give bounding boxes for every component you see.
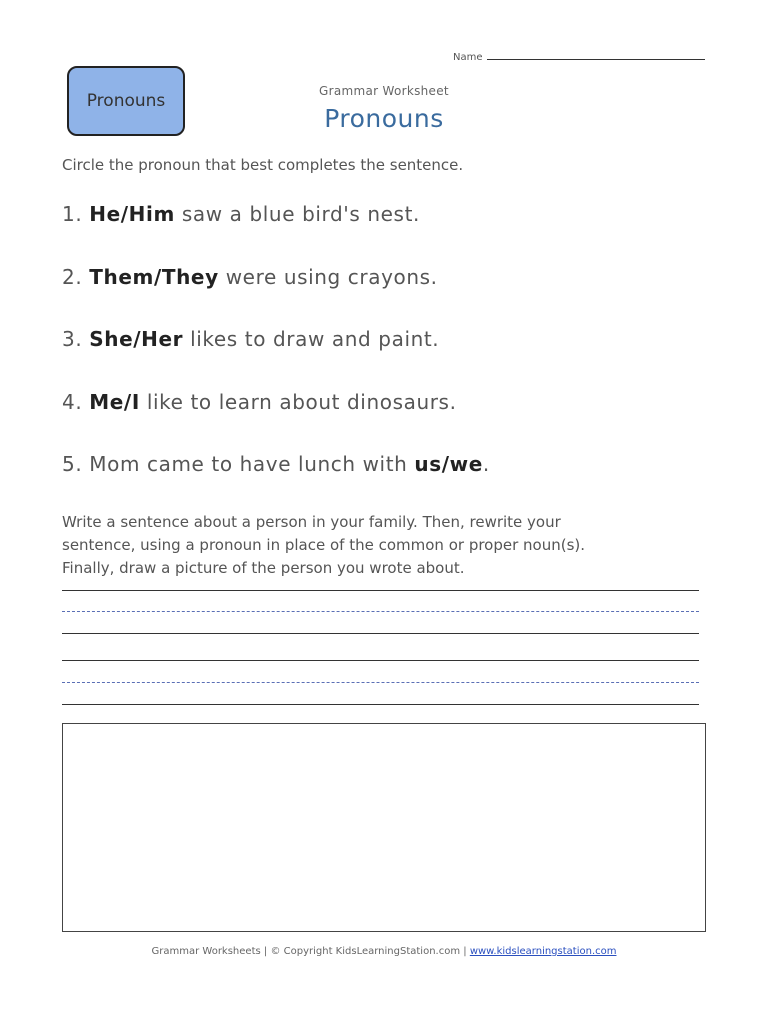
footer [0,946,768,957]
writing-line-mid [62,611,699,612]
writing-line-base[interactable] [62,704,699,705]
writing-line-base[interactable] [62,633,699,634]
question-text: like to learn about dinosaurs. [139,390,457,414]
question-text: were using crayons. [218,265,438,289]
question-number: 5. [62,452,83,476]
pronoun-choice[interactable]: us/we [414,452,483,476]
question-text: . [482,452,490,476]
pronoun-choice[interactable]: Me/I [89,390,140,414]
question-1 [62,202,420,226]
pronoun-choice[interactable]: She/Her [89,327,184,351]
pronoun-choice[interactable]: He/Him [89,202,175,226]
writing-line-top[interactable] [62,590,699,591]
worksheet-subtitle: Grammar Worksheet [319,84,449,98]
pronoun-choice[interactable]: Them/They [89,265,219,289]
question-3 [62,327,439,351]
footer-copyright: | © Copyright KidsLearningStation.com | [263,946,467,957]
worksheet-title: Pronouns [324,104,444,133]
writing-prompt-line: sentence, using a pronoun in place of the common or proper noun(s). [62,536,586,554]
question-2 [62,265,438,289]
writing-line-top[interactable] [62,660,699,661]
topic-badge-label: Pronouns [86,91,166,111]
writing-prompt-line: Finally, draw a picture of the person you wrote about. [62,559,465,577]
name-write-line[interactable] [487,51,705,60]
question-text: saw a blue bird's nest. [174,202,420,226]
writing-prompt [62,511,702,580]
question-4 [62,390,457,414]
question-number: 1. [62,202,83,226]
footer-left: Grammar Worksheets [151,946,261,957]
name-label: Name [453,52,483,63]
question-text: likes to draw and paint. [183,327,440,351]
footer-link[interactable]: www.kidslearningstation.com [469,946,617,957]
writing-line-mid [62,682,699,683]
question-text: Mom came to have lunch with [89,452,415,476]
question-5 [62,452,490,476]
question-number: 2. [62,265,83,289]
drawing-box[interactable] [62,723,706,932]
instructions: Circle the pronoun that best completes the sentence. [62,156,464,174]
question-number: 3. [62,327,83,351]
name-field[interactable] [453,51,705,63]
writing-prompt-line: Write a sentence about a person in your family. Then, rewrite your [62,513,561,531]
question-number: 4. [62,390,83,414]
